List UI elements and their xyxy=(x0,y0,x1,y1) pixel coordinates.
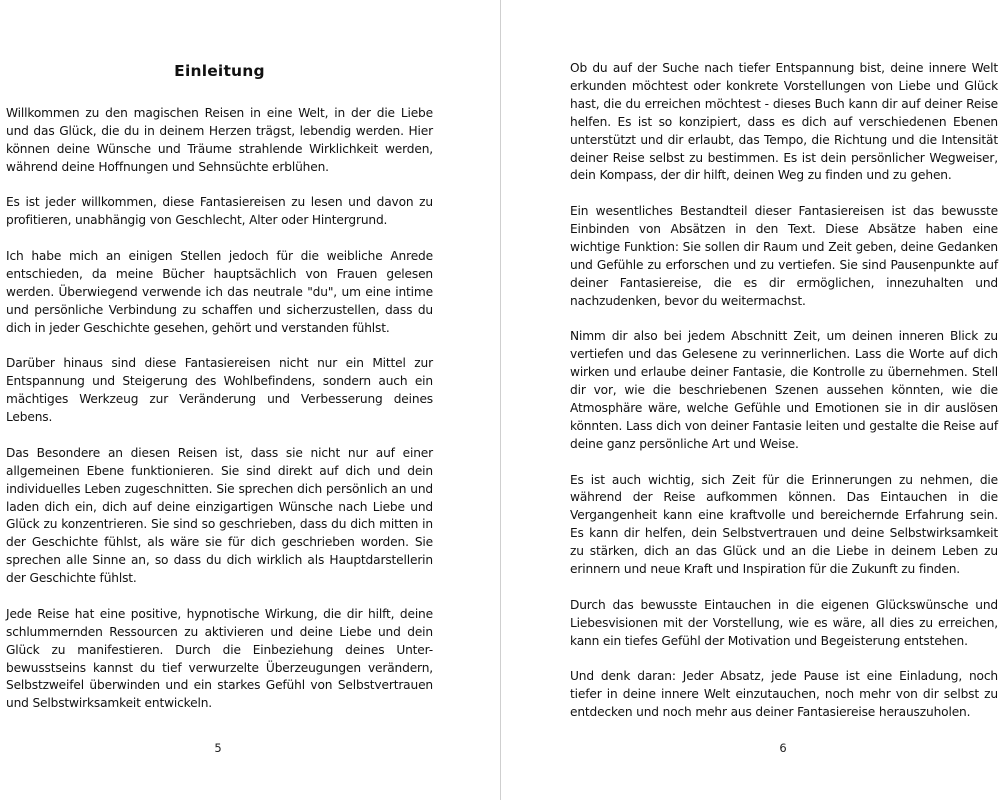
page-number: 6 xyxy=(779,741,787,755)
right-page xyxy=(501,0,1000,800)
paragraph: Das Besondere an diesen Reisen ist, dass sie nicht nur auf einer allgemeinen Ebene funktionieren. Sie sind direkt auf dich und dein individuelles Leben zugeschnitten. Sie sprechen dich persönlich an und laden dich ein, dich auf deine einzigartigen Wünsche nach Liebe und Glück zu konzentrieren. Sie sind so geschrieben, dass du dich mitten in der Geschichte fühlst, als wäre sie für dich geschrieben worden. Sie sprechen alle Sinne an, so dass du dich wirklich als Hauptdarstellerin der Geschichte fühlst. xyxy=(6,445,433,586)
paragraph: Darüber hinaus sind diese Fantasiereisen nicht nur ein Mittel zur Entspannung und Steigerung des Wohlbefindens, sondern auch ein mächtiges Werkzeug zur Veränderung und Verbesserung deines Lebens. xyxy=(6,356,433,425)
paragraph: Ob du auf der Suche nach tiefer Entspannung bist, deine innere Welt erkunden möchtest oder konkrete Vorstellungen von Liebe und Glück hast, die du erreichen möchtest - dieses Buch kann dir auf deiner Reise helfen. Es ist so konzipiert, dass es dich auf verschiedenen Ebenen unterstützt und dir erlaubt, das Tempo, die Richtung und die Intensität deiner Reise selbst zu bestimmen. Es ist dein persönlicher Wegweiser, dein Kompass, der dir hilft, deinen Weg zu finden und zu gehen. xyxy=(570,61,998,183)
paragraph: Es ist jeder willkommen, diese Fantasiereisen zu lesen und davon zu profitieren, unabhängig von Geschlecht, Alter oder Hintergrund. xyxy=(6,195,433,228)
paragraph: Ich habe mich an einigen Stellen jedoch für die weibliche Anrede entschieden, da meine Bücher hauptsächlich von Frauen gelesen werden. Überwiegend verwende ich das neutrale "du", um eine intime und persönliche Verbindung zu schaffen und sicherzustellen, dass du dich in jeder Geschichte gesehen, gehört und verstanden fühlst. xyxy=(6,249,433,335)
paragraph: Ein wesentliches Bestandteil dieser Fantasiereisen ist das bewusste Einbinden von Absätzen in den Text. Diese Absätze haben eine wichtige Funktion: Sie sollen dir Raum und Zeit geben, deine Gedanken und Gefühle zu erforschen und zu vertiefen. Sie sind Pausenpunkte auf deiner Fantasiereise, die es dir ermöglichen, innezuhalten und nachzudenken, bevor du weitermachst. xyxy=(570,204,998,308)
paragraph: Durch das bewusste Eintauchen in die eigenen Glückswünsche und Liebesvisionen mit der Vorstellung, wie es wäre, all dies zu erreichen, kann ein tiefes Gefühl der Motivation und Begeisterung entstehen. xyxy=(570,597,998,648)
paragraph: Jede Reise hat eine positive, hypnotische Wirkung, die dir hilft, deine schlummernden Ressourcen zu aktivieren und deine Liebe und dein Glück zu manifestieren. Durch die Einbeziehung deines Unter-bewusstseins kannst du tief verwurzelte Überzeugungen verändern, Selbstzweifel überwinden und ein starkes Gefühl von Selbstvertrauen und Selbstwirksamkeit entwickeln. xyxy=(6,606,433,711)
paragraph: Nimm dir also bei jedem Abschnitt Zeit, um deinen inneren Blick zu vertiefen und das Gelesene zu verinnerlichen. Lass die Worte auf dich wirken und erlaube deiner Fantasie, die Kontrolle zu übernehmen. Stell dir vor, wie die beschriebenen Szenen aussehen könnten, wie die Atmosphäre wäre, welche Gefühle und Emotionen sie in dir auslösen könnten. Lass dich von deiner Fantasie leiten und gestalte die Reise auf deine ganz persönliche Art und Weise. xyxy=(570,329,998,451)
left-page-body xyxy=(6,105,433,713)
page-number: 5 xyxy=(214,741,222,755)
right-page-body xyxy=(570,60,998,722)
paragraph: Es ist auch wichtig, sich Zeit für die Erinnerungen zu nehmen, die während der Reise aufkommen können. Das Eintauchen in die Vergangenheit kann eine kraftvolle und bereichernde Erfahrung sein. Es kann dir helfen, dein Selbstvertrauen und deine Selbstwirksamkeit zu stärken, dich an das Glück und an die Liebe in deinem Leben zu erinnern und neue Kraft und Inspiration für die Zukunft zu finden. xyxy=(570,472,998,577)
paragraph: Willkommen zu den magischen Reisen in eine Welt, in der die Liebe und das Glück, die du in deinem Herzen trägst, lebendig werden. Hier können deine Wünsche und Träume strahlende Wirklichkeit werden, während deine Hoffnungen und Sehnsüchte erblühen. xyxy=(6,106,433,174)
chapter-title: Einleitung xyxy=(174,62,265,80)
paragraph: Und denk daran: Jeder Absatz, jede Pause ist eine Einladung, noch tiefer in deine innere Welt einzutauchen, noch mehr von dir selbst zu entdecken und noch mehr aus deiner Fantasiereise herauszuholen. xyxy=(570,669,998,720)
